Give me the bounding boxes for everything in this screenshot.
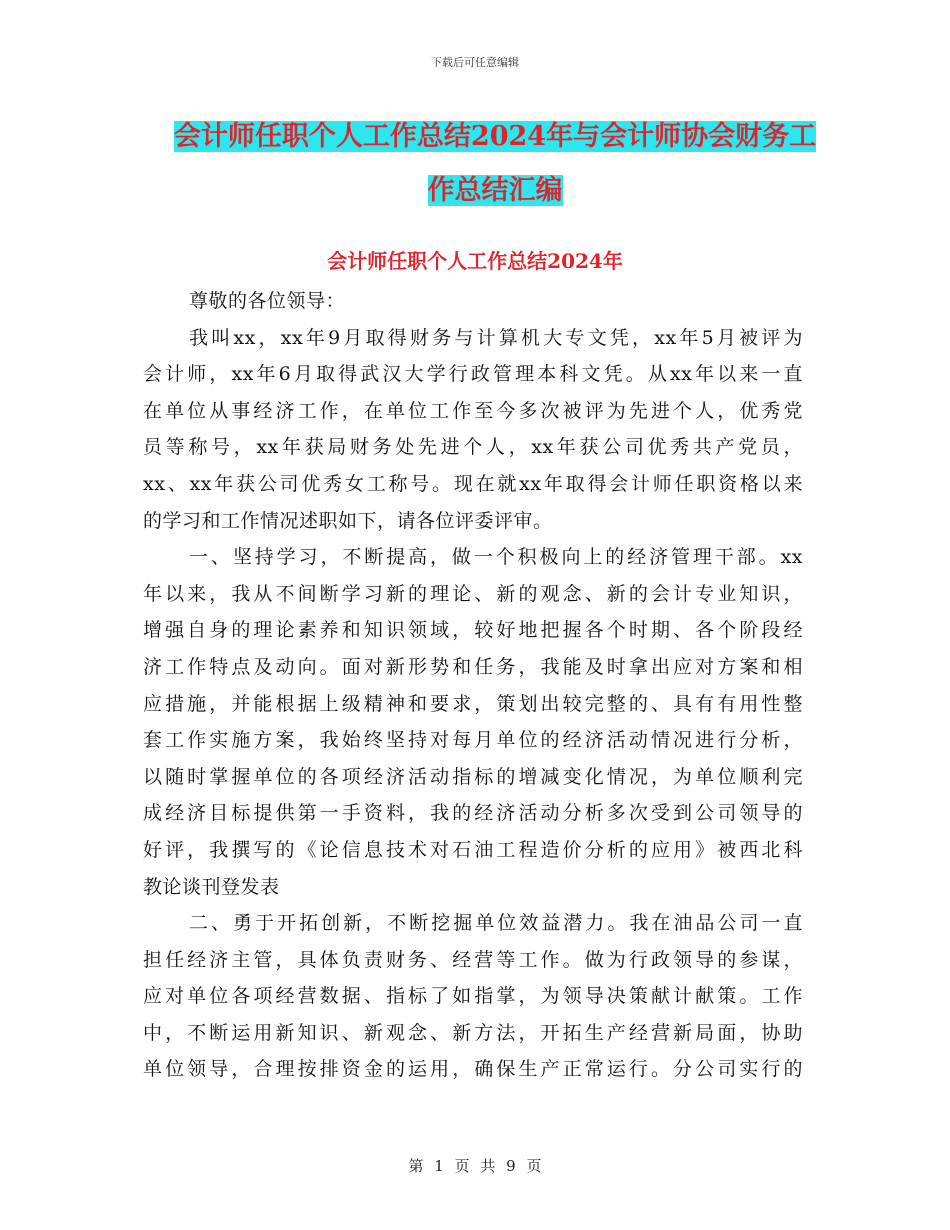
text-line: 套工作实施方案，我始终坚持对每月单位的经济活动情况进行分析， [143,729,803,752]
text-line: 在单位从事经济工作，在单位工作至今多次被评为先进个人，优秀党 [143,399,803,422]
body-paragraph-3 [143,905,803,1088]
text-line: 增强自身的理论素养和知识领域，较好地把握各个时期、各个阶段经 [143,619,803,642]
text-line: 应措施，并能根据上级精神和要求，策划出较完整的、具有有用性整 [143,692,803,715]
text-line: 我叫xx，xx年9月取得财务与计算机大专文凭，xx年5月被评为 [189,326,803,349]
text-line: 好评，我撰写的《论信息技术对石油工程造价分析的应用》被西北科 [143,838,803,861]
text-line: 以随时掌握单位的各项经济活动指标的增减变化情况，为单位顺利完 [143,765,803,788]
text-line: 中，不断运用新知识、新观念、新方法，开拓生产经营新局面，协助 [143,1021,803,1044]
text-line: 员等称号，xx年获局财务处先进个人，xx年获公司优秀共产党员， [143,436,803,459]
document-title-line-2: 作总结汇编 [427,175,563,206]
text-line: 会计师，xx年6月取得武汉大学行政管理本科文凭。从xx年以来一直 [143,363,803,386]
greeting-line: 尊敬的各位领导： [189,290,346,312]
text-line: 教论谈刊登发表 [143,875,280,898]
text-line: 年以来，我从不间断学习新的理论、新的观念、新的会计专业知识， [143,582,803,605]
greeting-paragraph [143,283,803,320]
header-note: 下载后可任意编辑 [431,56,519,69]
page-number-footer: 第 1 页 共 9 页 [408,1157,542,1175]
body-paragraph-1 [143,320,803,540]
text-line: 应对单位各项经营数据、指标了如指掌，为领导决策献计献策。工作 [143,985,803,1008]
text-line: 济工作特点及动向。面对新形势和任务，我能及时拿出应对方案和相 [143,655,803,678]
text-line: 的学习和工作情况述职如下，请各位评委评审。 [143,509,553,532]
text-line: xx、xx年获公司优秀女工称号。现在就xx年取得会计师任职资格以来 [143,472,803,495]
body-paragraph-2 [143,539,803,905]
text-line: 担任经济主管，具体负责财务、经营等工作。做为行政领导的参谋， [143,948,803,971]
text-line: 成经济目标提供第一手资料，我的经济活动分析多次受到公司领导的 [143,802,803,825]
document-title [140,110,850,218]
document-body [143,283,803,1088]
text-line: 一、坚持学习，不断提高，做一个积极向上的经济管理干部。xx [189,546,803,569]
document-title-line-1: 会计师任职个人工作总结2024年与会计师协会财务工 [173,121,817,152]
text-line: 单位领导，合理按排资金的运用，确保生产正常运行。分公司实行的 [143,1058,803,1081]
section-title: 会计师任职个人工作总结2024年 [327,249,623,273]
text-line: 二、勇于开拓创新，不断挖掘单位效益潜力。我在油品公司一直 [189,912,803,935]
